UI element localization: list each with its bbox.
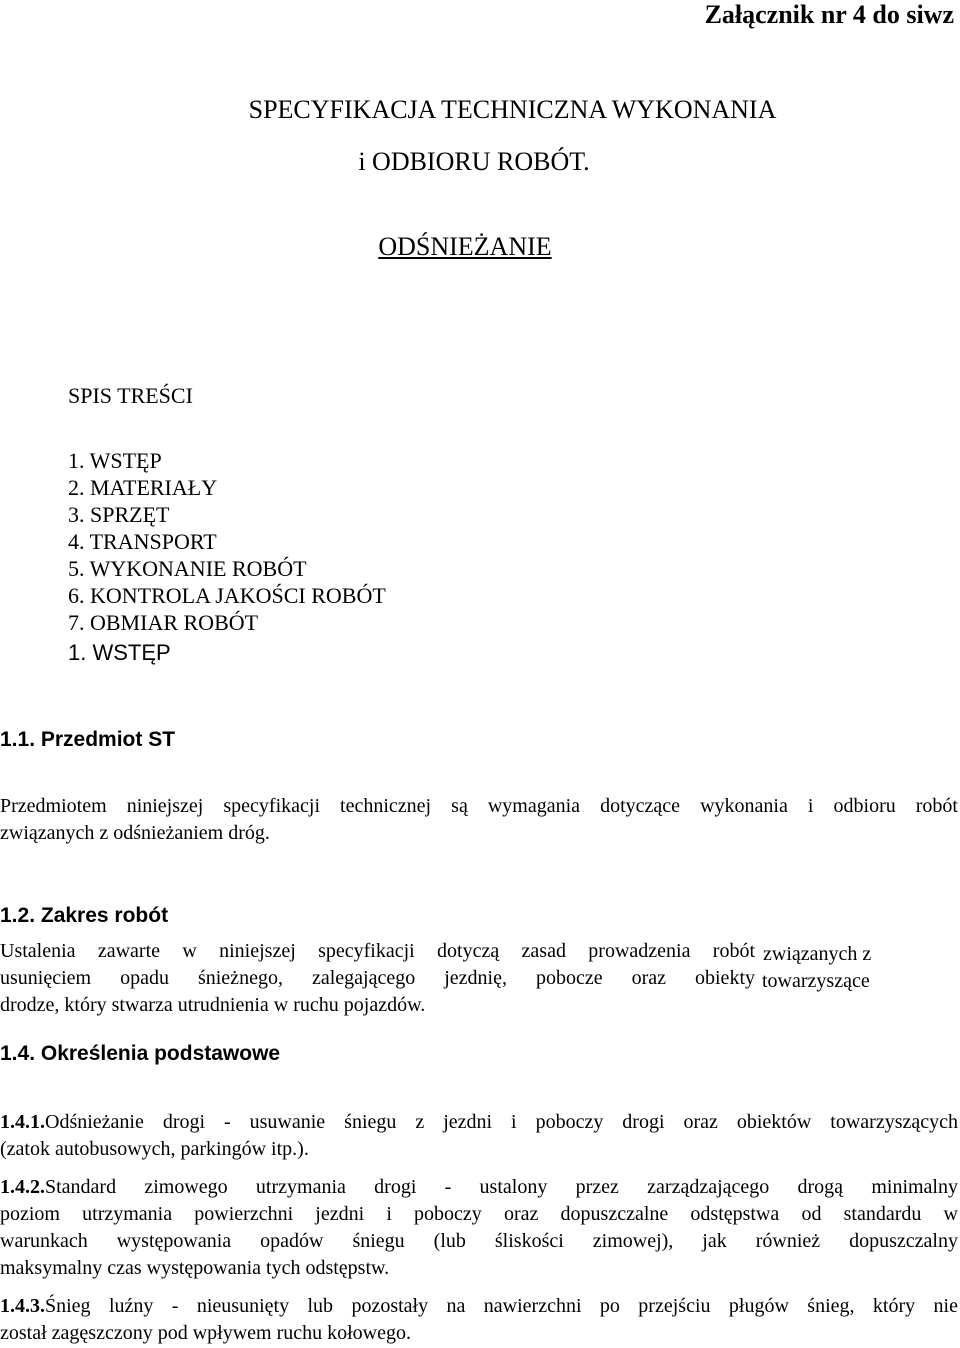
toc-item: 6. KONTROLA JAKOŚCI ROBÓT: [68, 583, 386, 608]
document-title-line1: SPECYFIKACJA TECHNICZNA WYKONANIA: [248, 95, 777, 124]
paragraph-line: (zatok autobusowych, parkingów itp.).: [0, 1138, 309, 1160]
definition-number: 1.4.3.: [0, 1295, 45, 1317]
toc-item: 4. TRANSPORT: [68, 529, 217, 554]
toc-item: 3. SPRZĘT: [68, 502, 170, 527]
definition-1-4-3: [0, 1293, 958, 1347]
section-heading-intro: 1. WSTĘP: [68, 640, 171, 665]
paragraph-line: drodze, który stwarza utrudnienia w ruchu pojazdów.: [0, 994, 426, 1016]
toc-item: 1. WSTĘP: [68, 448, 162, 473]
definition-number: 1.4.2.: [0, 1176, 45, 1198]
subsection-heading-1-2: 1.2. Zakres robót: [0, 904, 169, 927]
annex-label: Załącznik nr 4 do siwz: [704, 0, 954, 29]
subsection-heading-1-4: 1.4. Określenia podstawowe: [0, 1042, 281, 1065]
toc-item: 7. OBMIAR ROBÓT: [68, 610, 259, 635]
paragraph-line: usunięciem opadu śnieżnego, zalegającego jezdnię, pobocze oraz obiekty: [0, 967, 755, 989]
paragraph-line: warunkach występowania opadów śniegu (lub śliskości zimowej), jak również dopuszczalny: [0, 1230, 958, 1252]
definition-1-4-1: [0, 1109, 958, 1163]
paragraph-1-2: [0, 938, 960, 1023]
document-title-line2: i ODBIORU ROBÓT.: [358, 147, 590, 176]
paragraph-line: maksymalny czas występowania tych odstępstw.: [0, 1257, 390, 1279]
paragraph-line: poziom utrzymania powierzchni jezdni i poboczy oraz dopuszczalne odstępstwa od standardu w: [0, 1203, 958, 1225]
document-title-subject: ODŚNIEŻANIE: [378, 232, 552, 261]
definition-number: 1.4.1.: [0, 1111, 45, 1133]
definition-text: Standard zimowego utrzymania drogi - ustalony przez zarządzającego drogą minimalny: [45, 1176, 958, 1198]
paragraph-1-1: [0, 793, 958, 847]
paragraph-line: został zagęszczony pod wpływem ruchu kołowego.: [0, 1322, 411, 1344]
subsection-heading-1-1: 1.1. Przedmiot ST: [0, 728, 176, 751]
definition-text: Śnieg luźny - nieusunięty lub pozostały na nawierzchni po przejściu pługów śnieg, który nie: [45, 1295, 958, 1317]
paragraph-line: Przedmiotem niniejszej specyfikacji technicznej są wymagania dotyczące wykonania i odbioru robót: [0, 795, 958, 817]
paragraph-line: związanych z odśnieżaniem dróg.: [0, 822, 270, 844]
definition-text: Odśnieżanie drogi - usuwanie śniegu z jezdni i poboczy drogi oraz obiektów towarzyszących: [45, 1111, 958, 1133]
paragraph-line-fragment: związanych z: [763, 943, 872, 965]
paragraph-line: Ustalenia zawarte w niniejszej specyfikacji dotyczą zasad prowadzenia robót: [0, 940, 755, 962]
toc-heading: SPIS TREŚCI: [68, 383, 193, 408]
toc-item: 2. MATERIAŁY: [68, 475, 218, 500]
toc-item: 5. WYKONANIE ROBÓT: [68, 556, 307, 581]
definition-1-4-2: [0, 1174, 958, 1282]
paragraph-line-fragment: towarzyszące: [762, 970, 870, 992]
toc-list: [68, 447, 386, 636]
